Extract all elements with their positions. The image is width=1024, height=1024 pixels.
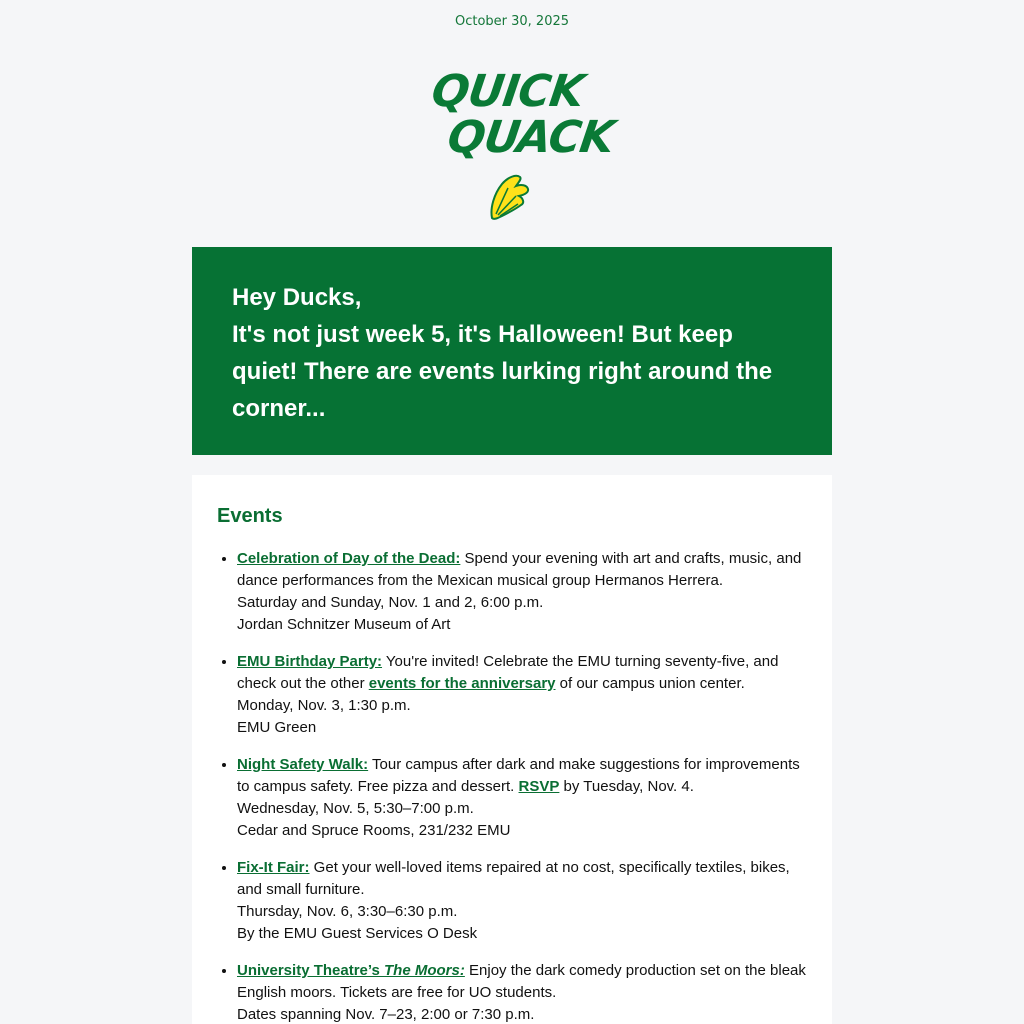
event-link-fix-it-fair[interactable]: Fix-It Fair: (237, 859, 310, 876)
rsvp-link[interactable]: RSVP (518, 778, 560, 795)
event-when: Thursday, Nov. 6, 3:30–6:30 p.m. (237, 903, 458, 920)
event-item-fix-it-fair (237, 857, 807, 945)
event-link-night-safety-walk[interactable]: Night Safety Walk: (237, 756, 369, 773)
event-where: Cedar and Spruce Rooms, 231/232 EMU (237, 822, 511, 839)
event-description-after: by Tuesday, Nov. 4. (559, 778, 694, 795)
hero-message: It's not just week 5, it's Halloween! But keep quiet! There are events lurking right around the corner... (232, 321, 773, 422)
event-item-day-of-the-dead (237, 548, 807, 636)
event-where: EMU Green (237, 719, 317, 736)
event-description: Spend your evening with art and crafts, music, and dance performances from the Mexican musical group Hermanos Herrera. (237, 550, 802, 589)
event-when: Saturday and Sunday, Nov. 1 and 2, 6:00 p.m. (237, 594, 544, 611)
event-item-night-safety-walk (237, 754, 807, 842)
anniversary-events-link[interactable]: events for the anniversary (368, 675, 556, 692)
event-when: Monday, Nov. 3, 1:30 p.m. (237, 697, 411, 714)
events-list (217, 548, 807, 1024)
event-link-prefix: University Theatre’s (237, 962, 385, 979)
event-when: Dates spanning Nov. 7–23, 2:00 or 7:30 p.m. (237, 1006, 535, 1023)
events-card (192, 475, 832, 1024)
event-link-emu-birthday[interactable]: EMU Birthday Party: (237, 653, 383, 670)
duck-foot-icon (488, 174, 530, 220)
hero-greeting: Hey Ducks, (232, 284, 362, 311)
event-description: You're invited! Celebrate the EMU turning seventy-five, and check out the other (237, 653, 779, 692)
event-where: By the EMU Guest Services O Desk (237, 925, 478, 942)
event-link-title: The Moors: (384, 962, 465, 979)
hero-banner (192, 247, 832, 455)
event-description: Enjoy the dark comedy production set on the bleak English moors. Tickets are free for UO students. (237, 962, 806, 1001)
events-heading: Events (217, 505, 283, 527)
event-description: Tour campus after dark and make suggestions for improvements to campus safety. Free pizza and dessert. (237, 756, 800, 795)
logo-line-1: QUICK (428, 66, 587, 117)
event-item-emu-birthday (237, 651, 807, 739)
event-link-day-of-the-dead[interactable]: Celebration of Day of the Dead: (237, 550, 461, 567)
event-item-the-moors (237, 960, 807, 1024)
issue-date: October 30, 2025 (454, 14, 570, 29)
quick-quack-logo (412, 66, 617, 226)
event-link-the-moors[interactable] (237, 962, 465, 979)
event-where: Jordan Schnitzer Museum of Art (237, 616, 451, 633)
event-description: Get your well-loved items repaired at no cost, specifically textiles, bikes, and small furniture. (237, 859, 790, 898)
event-description-after: of our campus union center. (555, 675, 745, 692)
logo-line-2: QUACK (444, 112, 617, 163)
event-when: Wednesday, Nov. 5, 5:30–7:00 p.m. (237, 800, 474, 817)
